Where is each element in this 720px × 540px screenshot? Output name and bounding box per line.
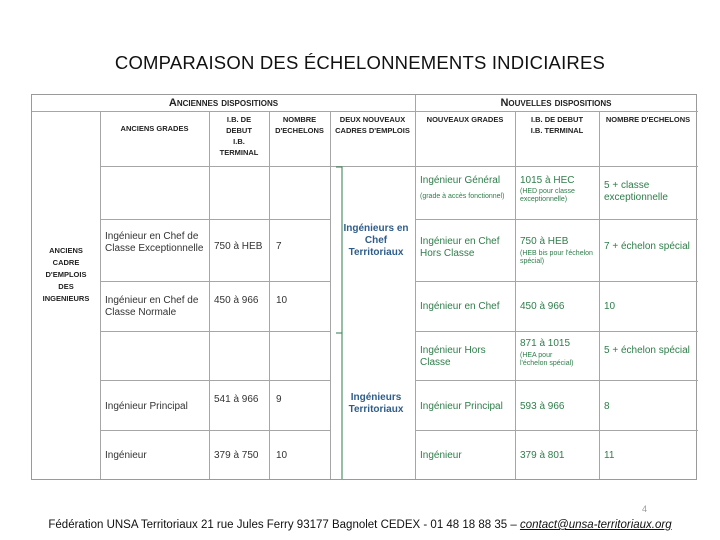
grid-line bbox=[415, 95, 416, 479]
col-header-deux-cadres: DEUX NOUVEAUX CADRES D'EMPLOIS bbox=[335, 115, 410, 135]
col-header-nombre-echelons: NOMBRE D'ECHELONS bbox=[275, 115, 324, 135]
cadre-bracket-lines bbox=[330, 95, 350, 481]
new-echelons: 5 + classe exceptionnelle bbox=[604, 180, 668, 203]
col-header-ib-debut-new: I.B. DE DEBUT I.B. TERMINAL bbox=[530, 115, 584, 135]
new-grade: Ingénieur bbox=[420, 450, 462, 461]
new-grade: Ingénieur Général bbox=[420, 175, 501, 186]
grid-line bbox=[100, 219, 330, 220]
grid-line bbox=[599, 111, 600, 479]
old-ib: 450 à 966 bbox=[214, 295, 259, 306]
new-ib-note: (HEA pour l'échelon spécial) bbox=[520, 352, 574, 367]
col-header-anciens-grades: ANCIENS GRADES bbox=[120, 124, 189, 133]
grid-line bbox=[209, 111, 210, 479]
new-grade: Ingénieur Principal bbox=[420, 401, 503, 412]
new-echelons: 8 bbox=[604, 401, 610, 412]
old-ib: 750 à HEB bbox=[214, 241, 263, 252]
page-title: COMPARAISON DES ÉCHELONNEMENTS INDICIAIRES bbox=[114, 52, 606, 73]
cadre-ingenieurs-territoriaux: Ingénieurs Territoriaux bbox=[348, 392, 404, 415]
new-ib-note: (HED pour classe exceptionnelle) bbox=[520, 188, 575, 203]
grid-line bbox=[415, 281, 698, 282]
old-echelons: 9 bbox=[276, 394, 282, 405]
new-grade: Ingénieur en Chef Hors Classe bbox=[420, 236, 500, 259]
new-grade-note: (grade à accès fonctionnel) bbox=[420, 193, 505, 200]
grid-line bbox=[415, 430, 698, 431]
grid-line bbox=[415, 219, 698, 220]
grid-line bbox=[515, 111, 516, 479]
grid-line bbox=[100, 380, 330, 381]
new-ib: 593 à 966 bbox=[520, 401, 565, 412]
grid-line bbox=[269, 111, 270, 479]
old-echelons: 10 bbox=[276, 295, 288, 306]
footer-email-link[interactable]: contact@unsa-territoriaux.org bbox=[519, 519, 672, 531]
new-grade: Ingénieur en Chef bbox=[420, 301, 500, 312]
grid-line bbox=[100, 281, 330, 282]
old-grade: Ingénieur bbox=[105, 450, 147, 461]
new-ib: 1015 à HEC bbox=[520, 175, 575, 186]
new-echelons: 10 bbox=[604, 301, 616, 312]
grid-line bbox=[100, 166, 698, 167]
grid-line bbox=[415, 331, 698, 332]
new-ib-note: (HEB bis pour l'échelon spécial) bbox=[520, 250, 593, 265]
old-grade: Ingénieur en Chef de Classe Exceptionnelle bbox=[105, 231, 204, 254]
comparison-table bbox=[31, 94, 697, 480]
col-header-nombre-echelons-new: NOMBRE D'ECHELONS bbox=[605, 115, 691, 124]
page-number: 4 bbox=[642, 504, 648, 514]
new-ib: 871 à 1015 bbox=[520, 338, 571, 349]
grid-line bbox=[100, 111, 101, 479]
new-grade: Ingénieur Hors Classe bbox=[420, 345, 486, 368]
section-new-header: Nouvelles dispositions bbox=[500, 97, 612, 109]
old-ib: 379 à 750 bbox=[214, 450, 259, 461]
new-echelons: 7 + échelon spécial bbox=[604, 241, 690, 252]
new-ib: 450 à 966 bbox=[520, 301, 565, 312]
new-ib: 750 à HEB bbox=[520, 236, 569, 247]
old-grade: Ingénieur Principal bbox=[105, 401, 188, 412]
grid-line bbox=[415, 380, 698, 381]
new-ib: 379 à 801 bbox=[520, 450, 565, 461]
old-grade: Ingénieur en Chef de Classe Normale bbox=[105, 295, 199, 318]
grid-line bbox=[100, 331, 330, 332]
new-echelons: 5 + échelon spécial bbox=[604, 345, 690, 356]
col-header-nouveaux-grades: NOUVEAUX GRADES bbox=[426, 115, 504, 124]
old-ib: 541 à 966 bbox=[214, 394, 259, 405]
cadre-ingenieurs-en-chef: Ingénieurs en Chef Territoriaux bbox=[343, 223, 409, 258]
grid-line bbox=[100, 430, 330, 431]
footer-text: Fédération UNSA Territoriaux 21 rue Jules Ferry 93177 Bagnolet CEDEX - 01 48 18 88 35 – bbox=[48, 519, 520, 531]
side-label-anciens-cadre: ANCIENS CADRE D'EMPLOIS DES INGENIEURS bbox=[42, 246, 90, 303]
footer bbox=[0, 519, 720, 531]
section-old-header: Anciennes dispositions bbox=[168, 97, 279, 109]
old-echelons: 7 bbox=[276, 241, 282, 252]
old-echelons: 10 bbox=[276, 450, 288, 461]
new-echelons: 11 bbox=[604, 450, 615, 461]
col-header-ib-debut: I.B. DE DEBUT I.B. TERMINAL bbox=[219, 115, 259, 157]
